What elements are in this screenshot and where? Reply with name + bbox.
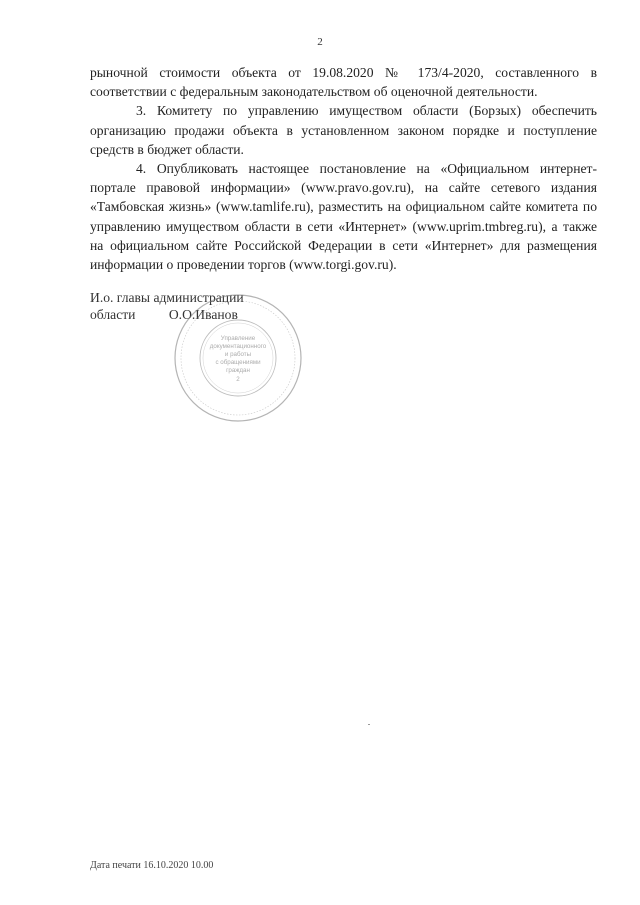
paragraph-3: 3. Комитету по управлению имуществом области (Борзых) обеспечить организацию продажи объекта в установленном законом порядке и поступление средств в бюджет области. [90,103,597,157]
document-body [90,63,597,274]
official-stamp [172,292,304,424]
print-date: Дата печати 16.10.2020 10.00 [90,860,214,871]
stamp-line-1: Управление [220,335,256,342]
signatory-title: И.о. главы администрации [90,290,244,305]
paragraph-continuation: рыночной стоимости объекта от 19.08.2020 № 173/4-2020, составленного в соответствии с федеральным законодательством об оценочной деятельности. [90,65,597,100]
signatory-title-cont: области [90,307,136,322]
stamp-number: 2 [236,376,240,383]
paragraph-4: 4. Опубликовать настоящее постановление на «Официальном интернет-портале правовой информации» (www.pravo.gov.ru), на сайте сетевого издания «Тамбовская жизнь» (www.tamlife.ru), разместить на официальном сайте комитета по управлению имуществом области в сети «Интернет» (www.uprim.tmbreg.ru), а также на официальном сайте Российской Федерации в сети «Интернет» для размещения информации о проведении торгов (www.torgi.gov.ru). [90,161,597,273]
stamp-line-5: граждан [226,367,250,374]
stamp-seal-icon [172,292,304,424]
page-number: 2 [317,36,323,48]
stamp-line-4: с обращениями [215,359,261,366]
signatory-name: О.О.Иванов [168,307,238,322]
stamp-line-2: документационного [209,343,267,350]
stamp-line-3: и работы [224,351,252,358]
scan-artifact [368,724,370,725]
